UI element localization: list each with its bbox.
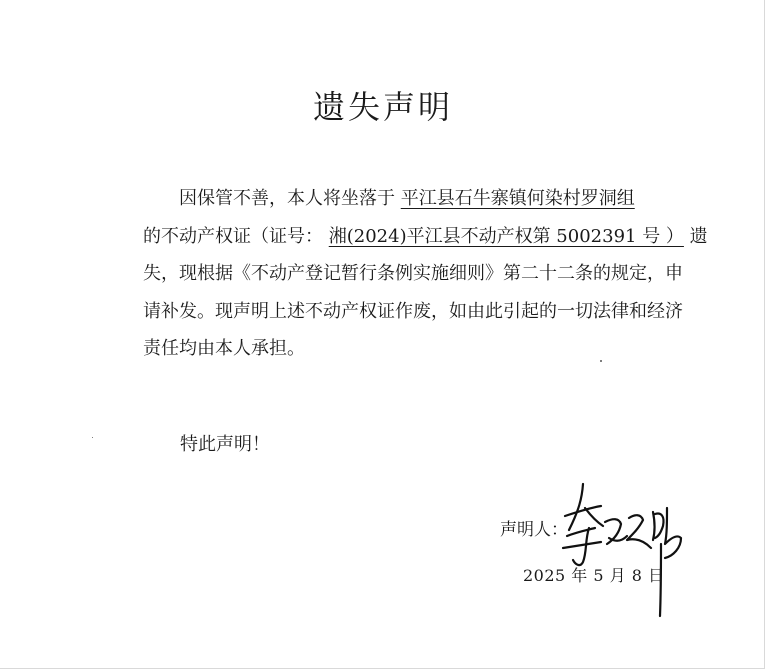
certificate-number: 湘(2024)平江县不动产权第 5002391 号 ） (328, 225, 684, 247)
scan-speck (600, 360, 602, 362)
paragraph-line-3: 失，现根据《不动产登记暂行条例实施细则》第二十二条的规定，申 (143, 263, 683, 284)
document-title: 遗失声明 (312, 88, 453, 126)
paragraph-line-1 (143, 180, 703, 218)
line1-prefix: 因保管不善，本人将坐落于 (179, 188, 395, 209)
paragraph-line-2 (143, 218, 708, 256)
paragraph-line-5: 责任均由本人承担。 (143, 338, 305, 359)
declarant-label: 声明人： (500, 520, 568, 540)
handwritten-signature (555, 478, 685, 618)
scan-speck (92, 437, 93, 438)
declaration-paragraph (143, 180, 708, 368)
line2-suffix: 遗 (689, 225, 708, 247)
closing-statement: 特此声明！ (180, 434, 270, 455)
paragraph-line-4: 请补发。现声明上述不动产权证作废，如由此引起的一切法律和经济 (143, 300, 683, 322)
property-location: 平江县石牛寨镇何染村罗洞组 (400, 188, 635, 209)
declaration-date: 2025 年 5 月 8 日 (523, 566, 665, 585)
line2-prefix: 的不动产权证（证号： (143, 225, 323, 247)
